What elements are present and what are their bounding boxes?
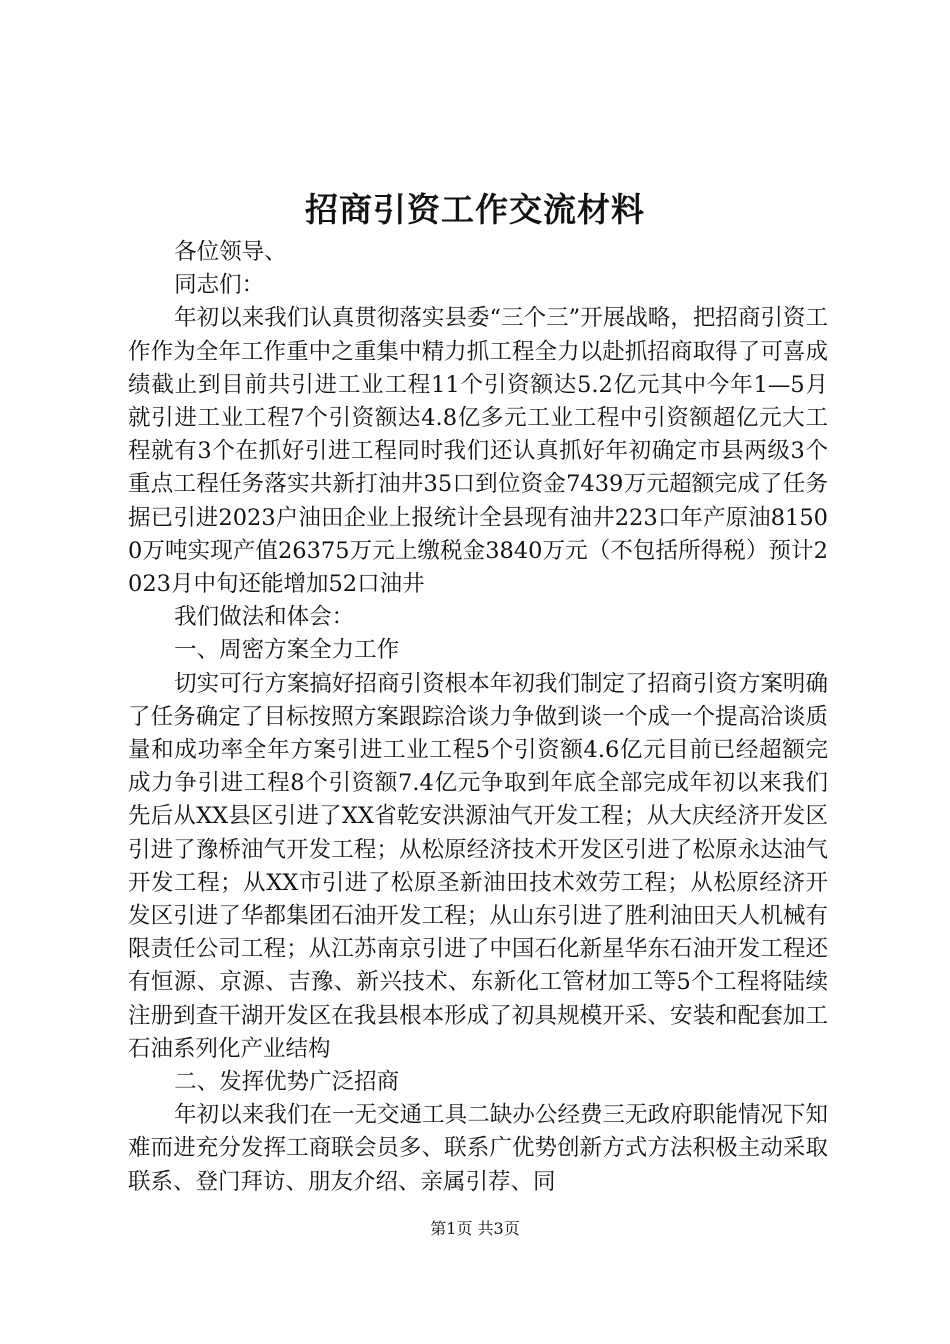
section-one-heading: 一、周密方案全力工作	[174, 637, 400, 664]
document-body	[128, 236, 874, 1199]
section-two-paragraph: 年初以来我们在一无交通工具二缺办公经费三无政府职能情况下知难而进充分发挥工商联会员多、联系广优势创新方式方法积极主动采取 联系、登门拜访、朋友介绍、亲属引荐、同	[128, 1102, 874, 1195]
section-two-heading: 二、发挥优势广泛招商	[174, 1069, 400, 1096]
practices-heading: 我们做法和体会：	[174, 604, 355, 631]
document-title: 招商引资工作交流材料	[305, 190, 645, 229]
page-number-footer: 第1页 共3页	[430, 1219, 520, 1238]
intro-paragraph: 年初以来我们认真贯彻落实县委“三个三”开展战略，把招商引资工作作为全年工作重中之重集中精力抓工程全力以赴抓招商取得了可喜成绩截止到目前共引进工业工程11个引资额达5.2亿元其中今年1—5月就引进工业工程7个引资额达4.8亿多元工业工程中引资额超亿元大工程就有3个在抓好引进工程同时我们还认真抓好年初确定市县两级3个重点工程任务落实共新打油井35口到位资金7439万元超额完成了任务据已引进2023户油田企业上报统计全县现有油井223口年产原油81500万吨实现产值26375万元上缴税金3840万元（不包括所得税）预计2023月中旬还能增加52口油井	[128, 305, 828, 598]
salutation-line-2: 同志们：	[174, 272, 265, 299]
section-one-paragraph: 切实可行方案搞好招商引资根本年初我们制定了招商引资方案明确了任务确定了目标按照方案跟踪洽谈力争做到谈一个成一个提高洽谈质量和成功率全年方案引进工业工程5个引资额4.6亿元目前已经超额完成力争引进工程8个引资额7.4亿元争取到年底全部完成年初以来我们先后从XX县区引进了XX省乾安洪源油气开发工程；从大庆经济开发区引进了豫桥油气开发工程；从松原经济技术开发区引进了松原永达油气开发工程；从XX市引进了松原圣新油田技术效劳工程；从松原经济开发区引进了华都集团石油开发工程；从山东引进了胜利油田天人机械有限责任公司工程；从江苏南京引进了中国石化新星华东石油开发工程还有恒源、京源、吉豫、新兴技术、东新化工管材加工等5个工程将陆续注册到查干湖开发区在我县根本形成了初具规模开采、安装和配套加工石油系列化产业结构	[128, 670, 828, 1062]
salutation-line-1: 各位领导、	[174, 239, 287, 265]
